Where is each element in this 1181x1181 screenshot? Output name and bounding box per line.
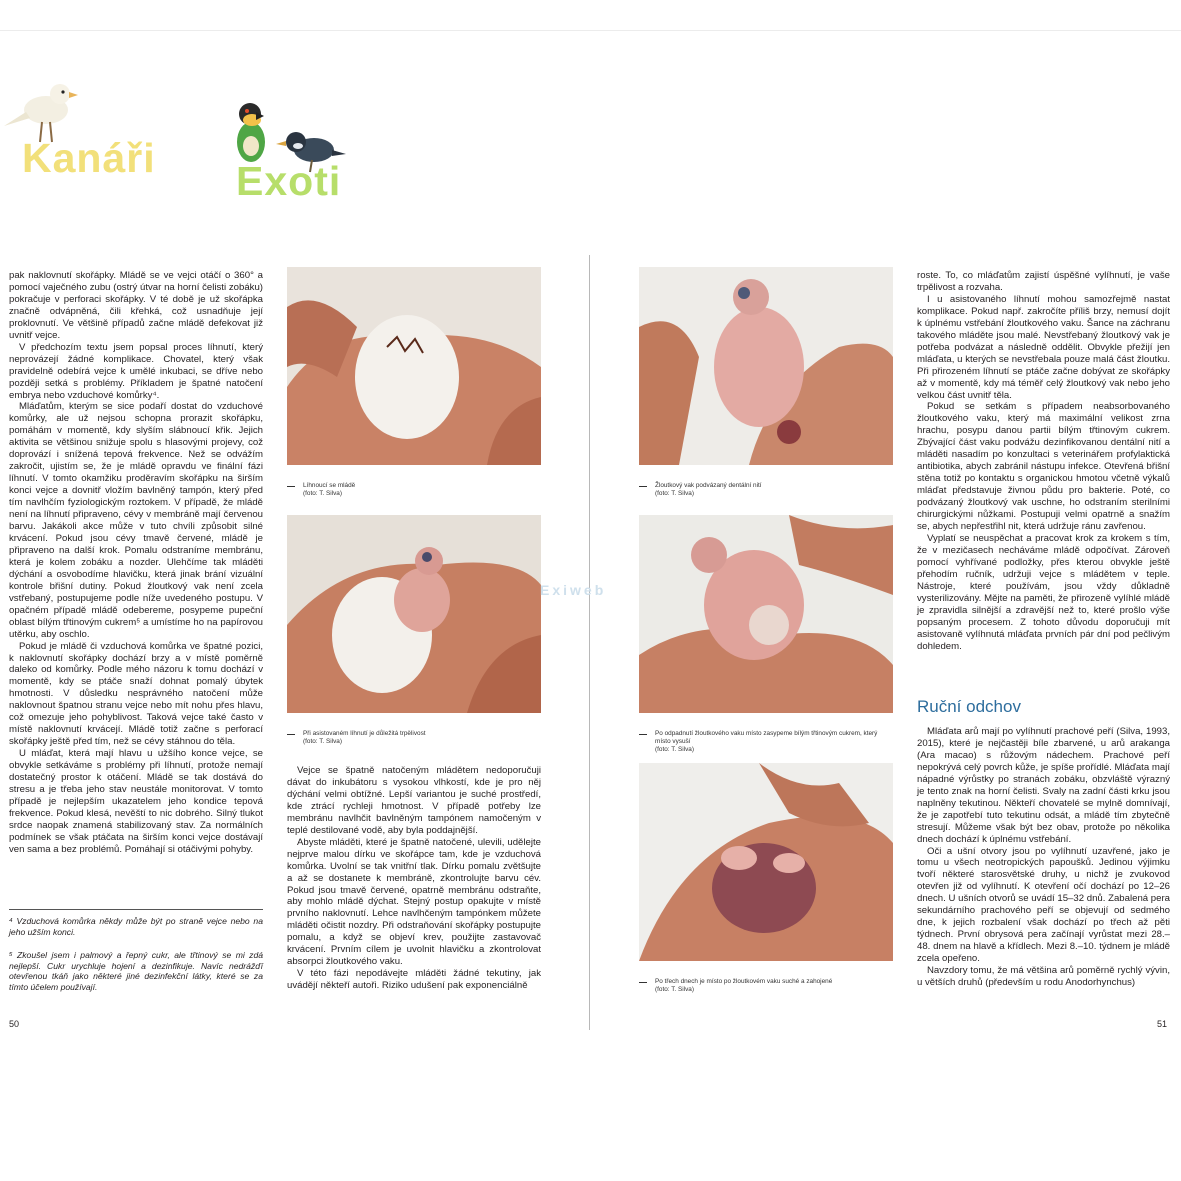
paragraph: V této fázi nepodávejte mláděti žádné tekutiny, jak uvádějí někteří autoři. Riziko udušení pak exponenciálně xyxy=(287,968,541,992)
paragraph: Oči a ušní otvory jsou po vylíhnutí uzavřené, jako je tomu u všech neotropických papoušků. Jedinou výjimku tvoří některé starosvětské druhy, u nichž je zvukovod otevřen již od vylíhnutí. K otevření očí dochází po 12–26 dnech. U ušních otvorů se uvádí 15–32 dnů. Zabalená pera sekundárního prachového peří se objevují od sedmého dne, k jejich rozbalení však dochází po třech až pěti týdnech. První obrysová pera začínají vyrůstat mezi 28.–48. dnem na hlavě a křídlech. Mezi 8.–10. týdnem je mládě zcela opeřeno. xyxy=(917,845,1170,965)
footnote-rule xyxy=(9,909,263,910)
paragraph: Navzdory tomu, že má většina arů poměrně rychlý vývin, u větších druhů (především u rodu Anodorhynchus) xyxy=(917,965,1170,989)
photo-caption: Líhnoucí se mládě (foto: T. Silva) xyxy=(287,482,541,498)
paragraph: V předchozím textu jsem popsal proces líhnutí, který neprovázejí žádné komplikace. Chovatel, který však pravidelně odebírá vejce k umělé inkubaci, se dříve nebo později setká s problémy. Příkladem je špatné natočení embrya nebo vzduchové komůrky⁴. xyxy=(9,341,263,401)
logo-kanari: Kanáři xyxy=(22,135,156,181)
paragraph: Vyplatí se neuspěchat a pracovat krok za krokem s tím, že v mezičasech necháváme mládě odpočívat. Zároveň pomocí vyhřívané podložky, přes kterou obvykle ještě přehodím ručník, udržuji vejce s mládětem v teple. Nástroje, které používám, jsou vždy důkladně vysterilizovány. Mějte na paměti, že přirozeně vylíhlé mládě je zpravidla silnější a zdravější než to, které prošlo výše popsaným procesem. Z tohoto důvodu doporučuji mít asistovaně vylíhnutá mláďata prvních pár dní pod pečlivým dohledem. xyxy=(917,532,1170,652)
photo-assisted-hatching xyxy=(287,515,541,713)
top-rule xyxy=(0,30,1181,31)
photo-sugar-applied xyxy=(639,515,893,713)
photo-hatching-egg xyxy=(287,267,541,465)
watermark: Exiweb xyxy=(540,582,607,598)
photo-yolk-sac-tied xyxy=(639,267,893,465)
paragraph: Mláďatům, kterým se sice podaří dostat do vzduchové komůrky, ale už nejsou schopna prorazit skořápku, pomáhám v momentě, kdy slyším slábnoucí křik. Jejich aktivita se většinou snižuje spolu s hlasovými projevy, což doprovází i snížená tepová frekvence. Než se odvážím zakročit, ujistím se, že je mládě opravdu ve finální fázi líhnutí. V tomto okamžiku proděravím skořápku na širším konci vejce a dovnitř vložím bavlněný tampón, který před tím navlhčím fyziologickým roztokem. V případě, že mládě není na líhnutí připraveno, cévy v membráně mají červenou barvu. Jakákoli akce může v tuto chvíli způsobit silné krvácení. Pokud jsou cévy tmavě červené, mládě je připraveno na další krok. Pomalu odstraníme membránu, která je kolem zobáku a nozder. Ulehčíme tak mláděti dýchání a osvobodíme hlavičku, která jinak brání vizuální kontrole břišní dutiny. Pokud žloutkový vak není zcela vstřebaný, postupujeme podle níže uvedeného postupu. V opačném případě mládě odebereme, posypeme pupeční oblast bílým třtinovým cukrem⁵ a umístíme ho na papírovou utěrku, aby oschlo. xyxy=(9,401,263,640)
right-page-column-b xyxy=(917,726,1170,989)
photo-caption: Žloutkový vak podvázaný dentální nití (foto: T. Silva) xyxy=(639,482,893,498)
left-page-column-2 xyxy=(287,765,541,992)
logo-exoti: Exoti xyxy=(236,158,342,204)
paragraph: Pokud se setkám s případem neabsorbovaného žloutkového vaku, který má maximální velikost zrna hrachu, posypu danou partii bílým třtinovým cukrem. Zbývající část vaku podvážu dezinfikovanou dentální nití a mláděti nasadím po konzultaci s veterinářem profylaktická antibiotika, abych zabránil nástupu infekce. Otevřená břišní stěna totiž po kontaktu s organickou hmotou včetně výkalů mláďat představuje živnou půdu pro bakterie. Poté, co podvázaný žloutkový vak uschne, ho odstraním sterilními chirurgickými nůžkami. Postupuji velmi opatrně a snažím se, abych nepřestřihl nit, která udržuje ránu zavřenou. xyxy=(917,401,1170,533)
paragraph: roste. To, co mláďatům zajistí úspěšné vylíhnutí, je vaše trpělivost a rozvaha. xyxy=(917,270,1170,293)
paragraph: Vejce se špatně natočeným mládětem nedoporučuji dávat do inkubátoru s vysokou vlhkostí, kde je pro něj dýchání velmi obtížné. Lepší variantou je suché prostředí, kde ztrácí rychleji hmotnost. V případě potřeby lze membránu navlhčit bavlněným tampónem namočeným v teplé destilované vodě, aby byla poddajnější. xyxy=(287,765,541,836)
paragraph: I u asistovaného líhnutí mohou samozřejmě nastat komplikace. Pokud např. zakročíte příliš brzy, nemusí dojít k úplnému vstřebání žloutkového vaku. Šance na záchranu takového mláděte jsou malé. Nevstřebaný žloutkový vak je potřeba podvázat a následně oddělit. Obvykle přežijí jen mláďata, u kterých se nevstřebala pouze malá část žloutku. Při přirozeném líhnutí se ptáče začne dobývat ze skořápky až v momentě, kdy má téměř celý žloutkový vak nebo jeho velkou část uvnitř těla. xyxy=(917,293,1170,401)
page-gutter xyxy=(589,255,590,1030)
footnote-4: ⁴ Vzduchová komůrka někdy může být po straně vejce nebo na jeho užším konci. xyxy=(9,916,263,937)
footnote-5: ⁵ Zkoušel jsem i palmový a řepný cukr, ale třtinový se mi zdá nejlepší. Cukr urychluje hojení a dezinfikuje. Navíc nedrážďí otevřenou tkáň jako některé jiné dezinfekční látky, které se za tímto účelem používají. xyxy=(9,950,263,992)
page-number-left: 50 xyxy=(9,1019,20,1029)
photo-healed-chick xyxy=(639,763,893,961)
paragraph: Abyste mláděti, které je špatně natočené, ulevili, udělejte nejprve malou dírku ve skořápce tam, kde je vzduchová komůrka. Uvolní se tak vnitřní tlak. Dírku pomalu zvětšujte a až se dostanete k membráně, zkontrolujte barvu cév. Pokud jsou tmavě červené, opatrně membránu odstraňte, aby mohlo mládě dýchat. Stejný postup opakujte v místě prvního naklovnutí. Lehce navlhčeným tampónkem můžete mláděti očistit nozdry. Při odstraňování skořápky postupujte pomalu, a když se objeví krev, použijte zastavovač krvácení. Prvním cílem je uvolnit hlavičku a zkontrolovat absorpci žloutkového vaku. xyxy=(287,836,541,968)
photo-caption: Po třech dnech je místo po žloutkovém vaku suché a zahojené (foto: T. Silva) xyxy=(639,978,893,994)
photo-caption: Při asistovaném líhnutí je důležitá trpělivost (foto: T. Silva) xyxy=(287,730,541,746)
paragraph: Pokud je mládě či vzduchová komůrka ve špatné pozici, k naklovnutí skořápky dochází brzy a v místě poměrně daleko od komůrky. Podle mého názoru k tomu dochází v momentě, kdy se ptáče snaží dohnat pomalý úbytek hmotnosti. V důsledku nesprávného natočení může naklovnout špatnou stranu vejce nebo mít nohu přes hlavu, což omezuje jeho pohyblivost. Taková vejce také často v místě naklovnutí krvácejí. Mládě totiž začne s perforací skořápky ještě před tím, než se cévy stáhnou do těla. xyxy=(9,640,263,748)
page-number-right: 51 xyxy=(1157,1019,1168,1029)
paragraph: Mláďata arů mají po vylíhnutí prachové peří (Silva, 1993, 2015), které je nejčastěji bíle zbarvené, u arů arakanga (Ara macao) s růžovým nádechem. Prachové peří nepokrývá celý povrch kůže, je spíše prořídlé. Mláďata mají nápadné výrůstky po stranách zobáku, obzvláště výrazný je tento znak na horní čelisti. Svaly na zadní části krku jsou naplněny tekutinou. Někteří chovatelé se mylně domnívají, že je zapotřebí tuto tekutinu odsát, a mládě tím zbytečně stresují. Můžeme však být bez obav, protože po několika dnech dochází k úplnému vstřebání. xyxy=(917,726,1170,845)
left-page-column-1 xyxy=(9,270,263,856)
section-heading: Ruční odchov xyxy=(917,697,1021,716)
paragraph: pak naklovnutí skořápky. Mládě se ve vejci otáčí o 360° a pomocí vaječného zubu (ostrý útvar na horní čelisti zobáku) pokračuje v perforaci skořápky. V té době je už skořápka značně odvápněná, čili křehká, což usnadňuje její proklovnutí. Ve většině případů začne mládě defekovat již uvnitř vejce. xyxy=(9,270,263,341)
photo-caption: Po odpadnutí žloutkového vaku místo zasypeme bílým třtinovým cukrem, který místo vysuší (foto: T. Silva) xyxy=(639,730,893,754)
right-page-column-a xyxy=(917,270,1170,653)
paragraph: U mláďat, která mají hlavu u užšího konce vejce, se obvykle setkáváme s problémy při líhnutí, protože nemají dostatečný prostor k otáčení. Mládě se tak dostává do stresu a je třeba jeho stav neustále monitorovat. V tomto případě je nejlepším ukazatelem jeho kondice tepová frekvence. Pokud klesá, nevěští to nic dobrého. Silný tlukot srdce naopak znamená stabilizovaný stav. Za normálních podmínek se však ptáčata na širším konci vejce dostávají ven sama a bez problémů. Pomáhají si otáčivými pohyby. xyxy=(9,748,263,855)
